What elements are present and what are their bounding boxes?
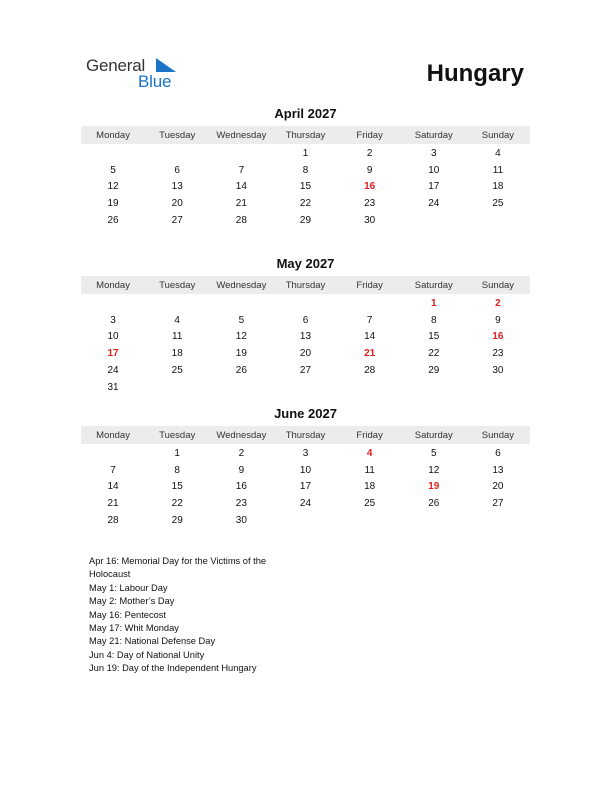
day-cell: 15: [428, 331, 440, 343]
day-cell: 25: [171, 365, 183, 377]
weekday-label: Saturday: [414, 429, 453, 441]
day-cell: 13: [492, 464, 504, 476]
day-cell: 24: [299, 498, 312, 510]
weekday-label: Saturday: [414, 129, 453, 141]
day-cell: 7: [110, 464, 116, 476]
day-cell: 19: [235, 348, 247, 360]
day-cell: 20: [492, 481, 504, 493]
day-cell: 22: [428, 348, 440, 360]
day-cell: 22: [299, 198, 312, 210]
day-cell: 9: [366, 164, 373, 176]
day-cell: 26: [428, 498, 440, 510]
holiday-day-cell: 16: [364, 181, 376, 193]
weekday-label: Friday: [356, 129, 383, 141]
holiday-note: Jun 19: Day of the Independent Hungary: [89, 663, 257, 674]
weekday-header-row: [81, 126, 530, 144]
day-cell: 10: [299, 464, 312, 476]
day-cell: 22: [171, 498, 183, 510]
day-cell: 29: [428, 365, 440, 377]
holiday-day-cell: 19: [428, 481, 440, 493]
day-cell: 15: [171, 481, 183, 493]
days-grid: [81, 295, 530, 396]
day-cell: 13: [299, 331, 312, 343]
day-cell: 2: [366, 147, 373, 159]
day-cell: 7: [238, 164, 245, 176]
weekday-label: Tuesday: [159, 279, 196, 291]
day-cell: 19: [107, 198, 119, 210]
day-cell: 15: [299, 181, 312, 193]
day-cell: 26: [107, 215, 119, 227]
month-title: June 2027: [274, 406, 337, 421]
day-cell: 27: [299, 365, 312, 377]
holiday-note: Jun 4: Day of National Unity: [89, 649, 205, 660]
holiday-note: Apr 16: Memorial Day for the Victims of the Holocaust: [89, 556, 267, 580]
day-cell: 4: [495, 147, 501, 159]
day-cell: 21: [107, 498, 119, 510]
holiday-day-cell: 17: [107, 348, 119, 360]
day-cell: 14: [107, 481, 119, 493]
day-cell: 6: [174, 164, 180, 176]
day-cell: 6: [302, 314, 309, 326]
weekday-label: Wednesday: [216, 279, 267, 291]
day-cell: 5: [238, 314, 245, 326]
day-cell: 10: [107, 331, 119, 343]
weekday-header-row: [81, 426, 530, 444]
day-cell: 29: [171, 515, 183, 527]
day-cell: 5: [430, 447, 437, 459]
day-cell: 11: [364, 464, 375, 476]
day-cell: 9: [495, 314, 501, 326]
holiday-note: May 16: Pentecost: [89, 609, 166, 620]
day-cell: 20: [299, 348, 312, 360]
days-grid: [81, 445, 530, 529]
day-cell: 2: [238, 447, 245, 459]
day-cell: 8: [430, 314, 437, 326]
day-cell: 25: [364, 498, 376, 510]
weekday-label: Sunday: [481, 429, 515, 441]
logo-text-blue: Blue: [138, 72, 172, 91]
weekday-label: Tuesday: [159, 429, 196, 441]
weekday-label: Friday: [356, 429, 383, 441]
day-cell: 31: [107, 381, 119, 393]
day-cell: 14: [364, 331, 376, 343]
days-grid: [81, 145, 530, 229]
day-cell: 8: [174, 464, 180, 476]
month-may: [81, 256, 530, 396]
month-title: May 2027: [276, 256, 335, 271]
day-cell: 6: [495, 447, 501, 459]
day-cell: 13: [171, 181, 183, 193]
day-cell: 20: [171, 198, 183, 210]
weekday-label: Thursday: [285, 429, 326, 441]
holiday-note: May 21: National Defense Day: [89, 636, 216, 647]
day-cell: 28: [235, 215, 247, 227]
day-cell: 7: [366, 314, 373, 326]
day-cell: 26: [235, 365, 247, 377]
generalblue-logo: [86, 56, 186, 92]
day-cell: 16: [235, 481, 247, 493]
day-cell: 23: [364, 198, 376, 210]
day-cell: 18: [492, 181, 504, 193]
day-cell: 4: [174, 314, 180, 326]
weekday-label: Saturday: [414, 279, 453, 291]
logo-text-general: General: [86, 56, 146, 75]
day-cell: 18: [364, 481, 376, 493]
holiday-day-cell: 4: [366, 447, 373, 459]
holiday-notes: [89, 555, 299, 676]
day-cell: 9: [238, 464, 245, 476]
day-cell: 12: [107, 181, 119, 193]
day-cell: 29: [299, 215, 312, 227]
day-cell: 24: [428, 198, 440, 210]
weekday-label: Monday: [96, 429, 130, 441]
day-cell: 30: [492, 365, 504, 377]
day-cell: 24: [107, 365, 119, 377]
day-cell: 12: [428, 464, 440, 476]
weekday-label: Sunday: [481, 279, 515, 291]
holiday-day-cell: 21: [364, 348, 376, 360]
day-cell: 27: [492, 498, 504, 510]
day-cell: 3: [110, 314, 116, 326]
day-cell: 28: [107, 515, 119, 527]
day-cell: 11: [172, 331, 183, 343]
day-cell: 27: [171, 215, 183, 227]
weekday-label: Wednesday: [216, 429, 267, 441]
country-title: Hungary: [426, 60, 524, 87]
day-cell: 25: [492, 198, 504, 210]
holiday-day-cell: 16: [492, 331, 504, 343]
day-cell: 1: [174, 447, 180, 459]
day-cell: 5: [110, 164, 116, 176]
weekday-label: Thursday: [285, 129, 326, 141]
holiday-day-cell: 1: [430, 297, 437, 309]
day-cell: 14: [235, 181, 247, 193]
day-cell: 30: [235, 515, 247, 527]
day-cell: 10: [428, 164, 440, 176]
day-cell: 23: [492, 348, 504, 360]
day-cell: 28: [364, 365, 376, 377]
day-cell: 12: [235, 331, 247, 343]
weekday-label: Monday: [96, 279, 130, 291]
holiday-note: May 17: Whit Monday: [89, 623, 179, 634]
day-cell: 8: [302, 164, 309, 176]
month-june: [81, 406, 530, 529]
day-cell: 11: [492, 164, 504, 176]
day-cell: 3: [302, 447, 309, 459]
weekday-label: Sunday: [481, 129, 515, 141]
holiday-day-cell: 2: [495, 297, 501, 309]
weekday-label: Wednesday: [216, 129, 267, 141]
holiday-note: May 1: Labour Day: [89, 582, 168, 593]
weekday-label: Friday: [356, 279, 383, 291]
day-cell: 17: [299, 481, 312, 493]
weekday-label: Monday: [96, 129, 130, 141]
weekday-label: Thursday: [285, 279, 326, 291]
day-cell: 30: [364, 215, 376, 227]
day-cell: 18: [171, 348, 183, 360]
day-cell: 21: [235, 198, 247, 210]
day-cell: 1: [302, 147, 309, 159]
month-title: April 2027: [274, 106, 337, 121]
day-cell: 17: [428, 181, 440, 193]
day-cell: 3: [430, 147, 437, 159]
month-april: [81, 106, 530, 229]
day-cell: 23: [235, 498, 247, 510]
weekday-label: Tuesday: [159, 129, 196, 141]
holiday-note: May 2: Mother’s Day: [89, 596, 175, 607]
weekday-header-row: [81, 276, 530, 294]
